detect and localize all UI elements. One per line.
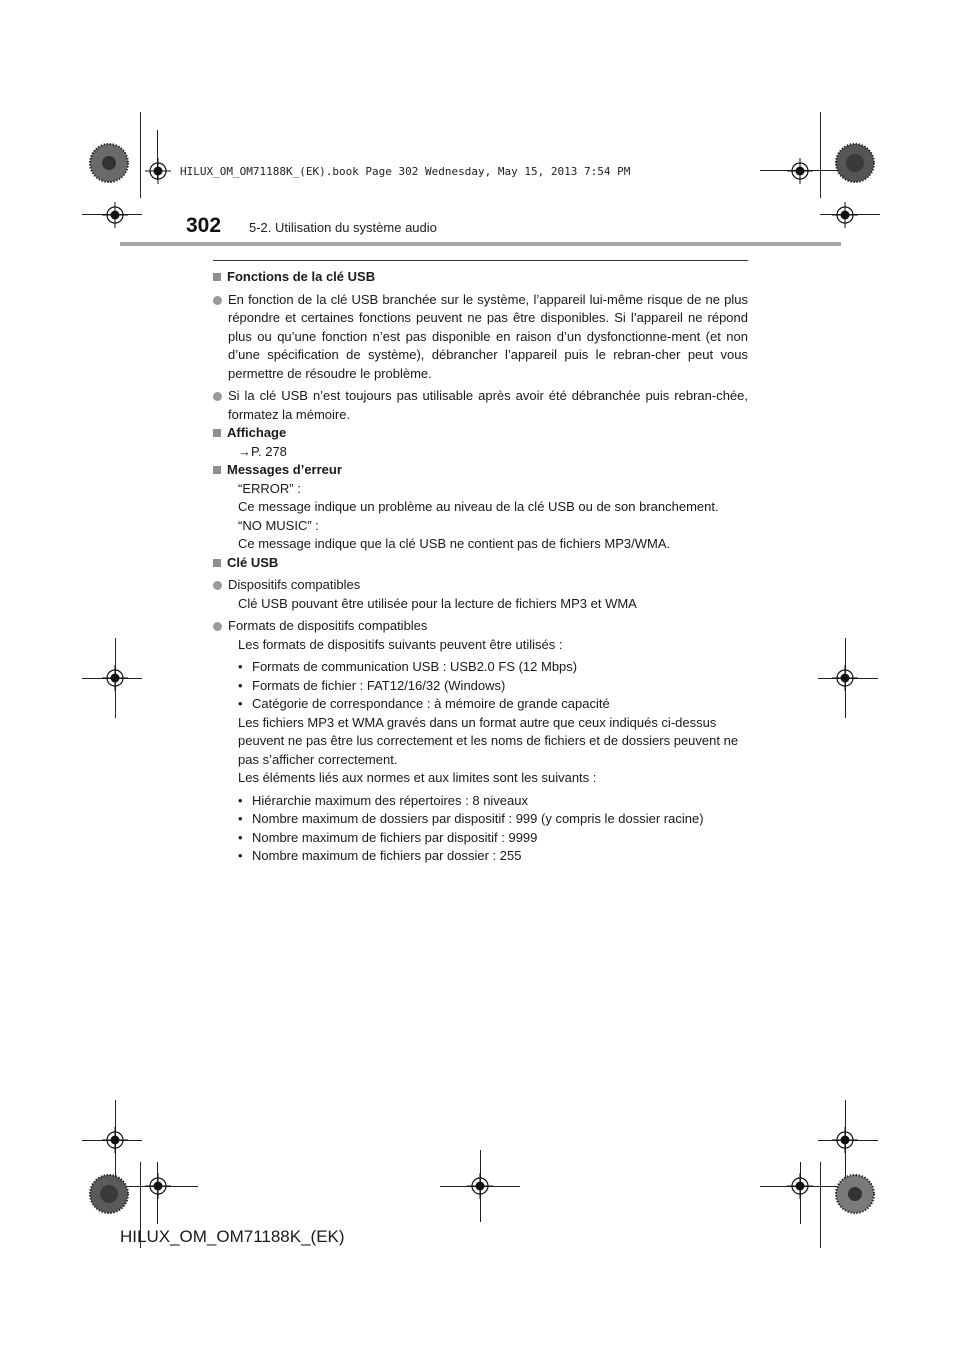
heading-errors: Messages d’erreur [213, 461, 748, 480]
registration-mark [787, 158, 813, 184]
formats-intro: Les formats de dispositifs suivants peuvent être utilisés : [238, 636, 563, 652]
circle-bullet-icon [213, 392, 222, 401]
list-item: • Catégorie de correspondance : à mémoire de grande capacité [238, 696, 610, 711]
heading-usb-key: Clé USB [213, 554, 748, 573]
color-rosette-mark [89, 143, 129, 183]
list-item: • Nombre maximum de fichiers par dispositif : 9999 [238, 829, 538, 845]
header-rule [120, 242, 841, 246]
page-number: 302 [186, 214, 222, 237]
limits-list [213, 792, 748, 866]
section-title: 5-2. Utilisation du système audio [249, 220, 437, 235]
square-bullet-icon [213, 559, 221, 567]
list-item: • Nombre maximum de fichiers par dossier : 255 [238, 848, 522, 863]
registration-mark [787, 1173, 813, 1199]
square-bullet-icon [213, 273, 221, 281]
document-code: HILUX_OM_OM71188K_(EK) [120, 1227, 345, 1246]
list-item: • Formats de communication USB : USB2.0 FS (12 Mbps) [238, 659, 578, 674]
arrow-right-icon: → [238, 443, 251, 459]
list-item: En fonction de la clé USB branchée sur le système, l’appareil lui-même risque de ne plus répondre et certaines fonctions peuvent ne pas être disponibles. Si l’appareil ne répond plus ou qu’une fonction n’est pas disponible en raison d’un dysfonctionne-ment (et non d’une spécification de système), débrancher l’appareil puis le rebran-cher peut vous permettre de résoudre le problème. [213, 291, 748, 384]
registration-mark [102, 202, 128, 228]
page-reference-link[interactable]: P. 278 [251, 443, 287, 459]
registration-mark [145, 1173, 171, 1199]
registration-mark [467, 1173, 493, 1199]
square-bullet-icon [213, 429, 221, 437]
compatible-description: Clé USB pouvant être utilisée pour la lecture de fichiers MP3 et WMA [238, 595, 637, 611]
nomusic-code: “NO MUSIC” : [238, 517, 319, 533]
circle-bullet-icon [213, 581, 222, 590]
registration-mark [832, 665, 858, 691]
heading-usb-functions: Fonctions de la clé USB [213, 268, 748, 287]
page-content [213, 268, 748, 866]
limits-intro: Les éléments liés aux normes et aux limites sont les suivants : [238, 770, 597, 785]
square-bullet-icon [213, 466, 221, 474]
list-item: • Formats de fichier : FAT12/16/32 (Windows) [238, 677, 506, 693]
list-item: Formats de dispositifs compatibles [213, 617, 748, 636]
book-stamp: HILUX_OM_OM71188K_(EK).book Page 302 Wednesday, May 15, 2013 7:54 PM [180, 165, 631, 178]
color-rosette-mark [835, 143, 875, 183]
registration-mark [832, 202, 858, 228]
registration-mark [102, 665, 128, 691]
circle-bullet-icon [213, 296, 222, 305]
color-rosette-mark [89, 1174, 129, 1214]
list-item: Dispositifs compatibles [213, 576, 748, 595]
circle-bullet-icon [213, 622, 222, 631]
list-item: Si la clé USB n’est toujours pas utilisable après avoir été débranchée puis rebran-chée, formatez la mémoire. [213, 387, 748, 424]
page-reference [213, 443, 748, 462]
error-description: Ce message indique un problème au niveau de la clé USB ou de son branchement. [238, 499, 719, 514]
formats-note: Les fichiers MP3 et WMA gravés dans un format autre que ceux indiqués ci-dessus peuvent ne pas être lus correctement et les noms de fichiers et de dossiers peuvent ne pas s’afficher correctement. [238, 714, 739, 767]
registration-mark [145, 158, 171, 184]
formats-list [213, 658, 748, 714]
list-item: • Nombre maximum de dossiers par dispositif : 999 (y compris le dossier racine) [238, 811, 704, 826]
registration-mark [832, 1127, 858, 1153]
heading-display: Affichage [213, 424, 748, 443]
error-code: “ERROR” : [238, 480, 301, 496]
registration-mark [102, 1127, 128, 1153]
color-rosette-mark [835, 1174, 875, 1214]
content-rule [213, 260, 748, 261]
nomusic-description: Ce message indique que la clé USB ne contient pas de fichiers MP3/WMA. [238, 536, 671, 551]
list-item: • Hiérarchie maximum des répertoires : 8 niveaux [238, 792, 528, 808]
